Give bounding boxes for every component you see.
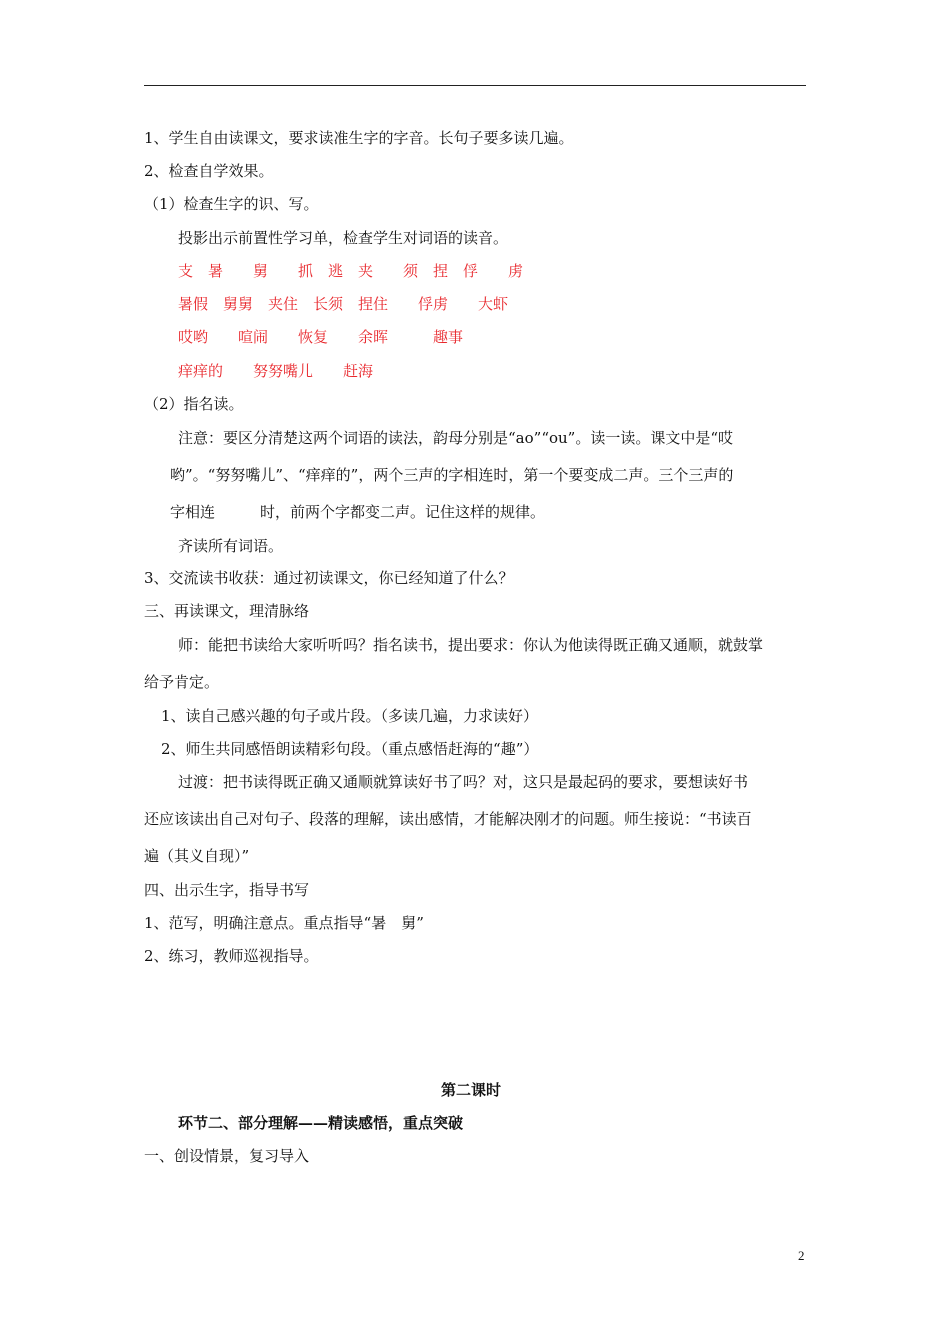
text-line: 哟”。“努努嘴儿”、“痒痒的”，两个三声的字相连时，第一个要变成二声。三个三声的	[170, 466, 734, 484]
section-subtitle: 环节二、部分理解——精读感悟，重点突破	[178, 1114, 464, 1132]
text-line: 2、检查自学效果。	[144, 162, 274, 180]
lesson-title: 第二课时	[441, 1081, 502, 1099]
page-number: 2	[798, 1248, 805, 1263]
text-line: 2、师生共同感悟朗读精彩句段。（重点感悟赶海的“趣”）	[161, 740, 539, 758]
text-line: 还应该读出自己对句子、段落的理解，读出感情，才能解决刚才的问题。师生接说：“书读百	[144, 810, 752, 828]
text-line: 1、范写，明确注意点。重点指导“暑 舅”	[144, 914, 424, 932]
text-line: 2、练习，教师巡视指导。	[144, 947, 319, 965]
vocab-line: 暑假 舅舅 夹住 长须 捏住 俘虏 大虾	[178, 295, 509, 313]
section-heading: 三、再读课文，理清脉络	[144, 602, 310, 620]
section-heading: 一、创设情景，复习导入	[144, 1147, 310, 1165]
section-heading: 四、出示生字，指导书写	[144, 881, 310, 899]
text-line: 注意：要区分清楚这两个词语的读法，韵母分别是“ao”“ou”。读一读。课文中是“哎	[178, 429, 734, 447]
text-line: 过渡：把书读得既正确又通顺就算读好书了吗？对，这只是最起码的要求，要想读好书	[178, 773, 749, 791]
text-line: 3、交流读书收获：通过初读课文，你已经知道了什么？	[144, 569, 514, 587]
header-rule	[144, 85, 806, 86]
text-line: 齐读所有词语。	[178, 537, 284, 555]
text-line: 遍（其义自现）”	[144, 847, 250, 865]
vocab-line: 痒痒的 努努嘴儿 赶海	[178, 362, 374, 380]
vocab-line: 哎哟 喧闹 恢复 余晖 趣事	[178, 328, 464, 346]
text-line: （2）指名读。	[144, 395, 244, 413]
text-line: 给予肯定。	[144, 673, 220, 691]
vocab-line: 支 暑 舅 抓 逃 夹 须 捏 俘 虏	[178, 262, 524, 280]
text-line: 师：能把书读给大家听听吗？指名读书，提出要求：你认为他读得既正确又通顺，就鼓掌	[178, 636, 764, 654]
text-line: 1、读自己感兴趣的句子或片段。（多读几遍，力求读好）	[161, 707, 539, 725]
text-line: 字相连 时，前两个字都变二声。记住这样的规律。	[170, 503, 546, 521]
text-line: 投影出示前置性学习单，检查学生对词语的读音。	[178, 229, 509, 247]
text-line: 1、学生自由读课文，要求读准生字的字音。长句子要多读几遍。	[144, 129, 574, 147]
text-line: （1）检查生字的识、写。	[144, 195, 319, 213]
